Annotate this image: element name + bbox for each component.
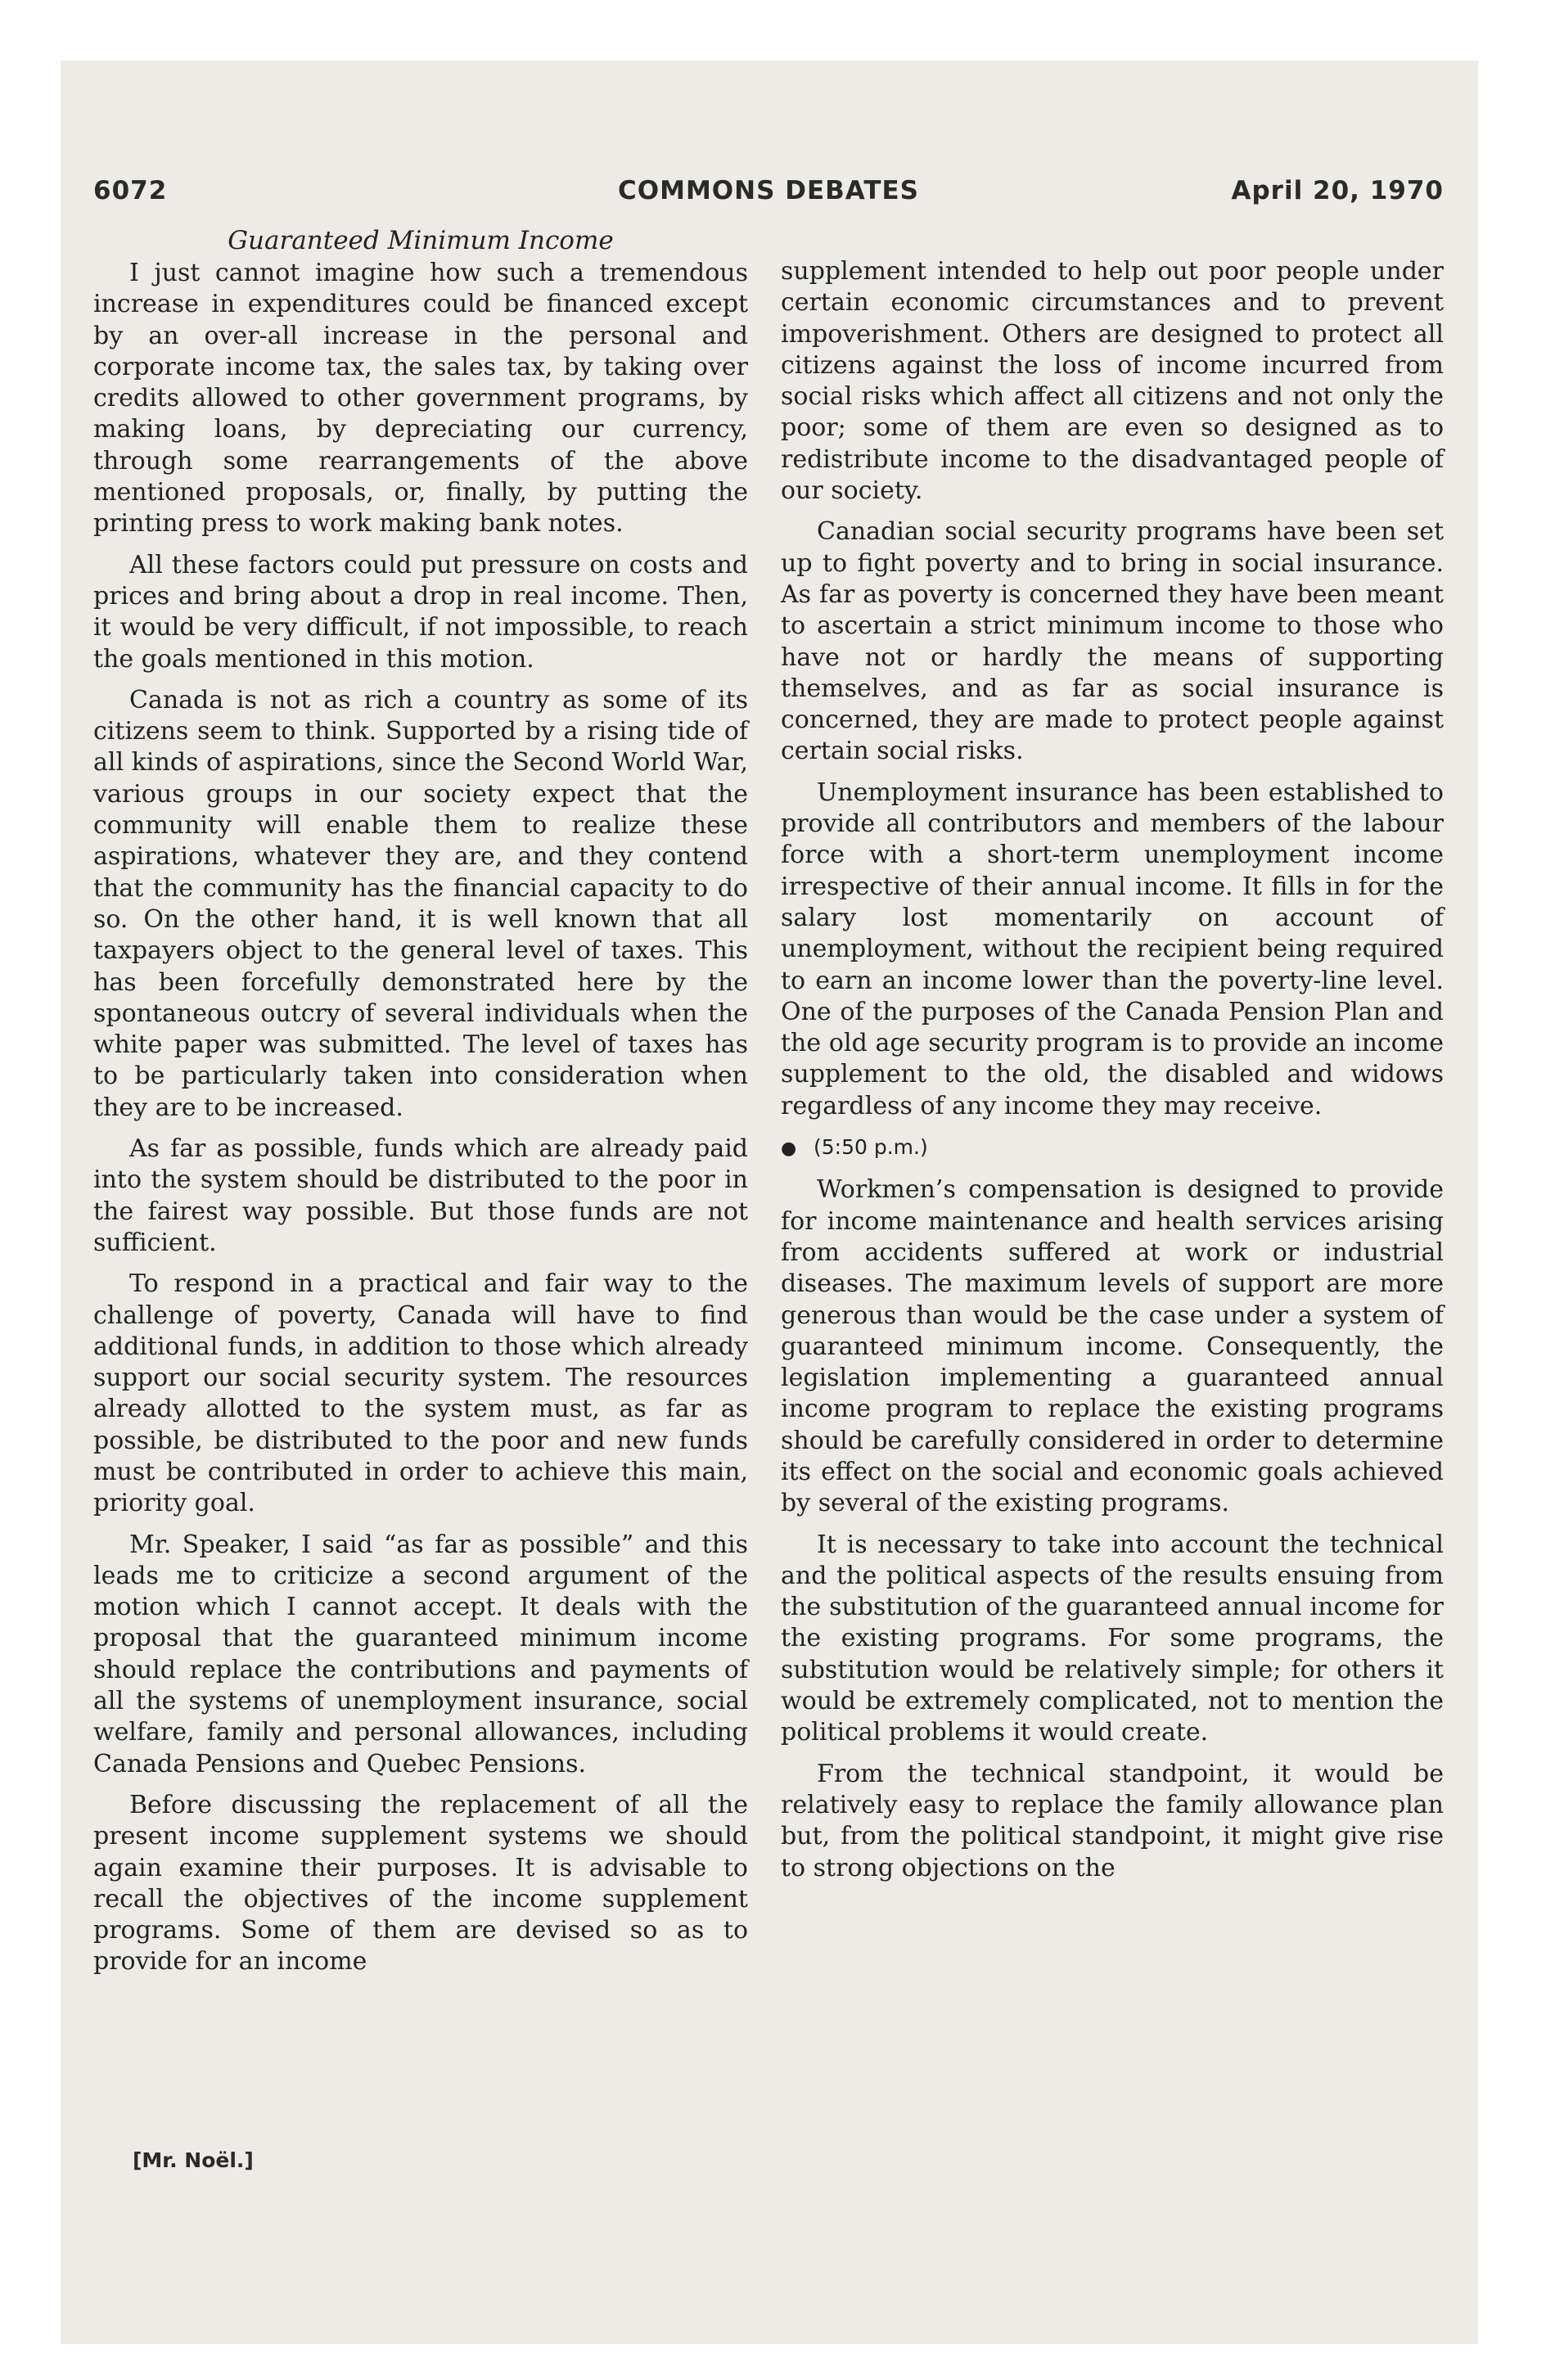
paragraph: It is necessary to take into account the technical and the political aspects of the results ensuing from the substitution of the guaranteed annual income for the existing programs. For some programs, the substitution would be relatively simple; for others it would be extremely complicated, not to mention the political problems it would create. (781, 1530, 1444, 1747)
paragraph: To respond in a practical and fair way to the challenge of poverty, Canada will have to find additional funds, in addition to those which already support our social security system. The resources already allotted to the system must, as far as possible, be distributed to the poor and new funds must be contributed in order to achieve this main, priority goal. (93, 1269, 748, 1518)
page-header (93, 176, 1444, 214)
paragraph: I just cannot imagine how such a tremendous increase in expenditures could be financed except by an over-all increase in the personal and corporate income tax, the sales tax, by taking over credits allowed to other government programs, by making loans, by depreciating our currency, through some rearrangements of the above mentioned proposals, or, finally, by putting the printing press to work making bank notes. (93, 259, 748, 539)
timestamp-text: (5:50 p.m.) (814, 1135, 928, 1160)
two-column-body (93, 225, 1444, 1988)
subject-heading: Guaranteed Minimum Income (228, 226, 614, 255)
paragraph: As far as possible, funds which are already paid into the system should be distributed to the poor in the fairest way possible. But those funds are not sufficient. (93, 1134, 748, 1257)
paragraph: Canada is not as rich a country as some of its citizens seem to think. Supported by a rising tide of all kinds of aspirations, since the Second World War, various groups in our society expect that the community will enable them to realize these aspirations, whatever they are, and they contend that the community has the financial capacity to do so. On the other hand, it is well known that all taxpayers object to the general level of taxes. This has been forcefully demonstrated here by the spontaneous outcry of several individuals when the white paper was submitted. The level of taxes has to be particularly taken into consideration when they are to be increased. (93, 685, 748, 1122)
paragraph: supplement intended to help out poor people under certain economic circumstances and to prevent impoverishment. Others are designed to protect all citizens against the loss of income incurred from social risks which affect all citizens and not only the poor; some of them are even so designed as to redistribute income to the disadvantaged people of our society. (781, 257, 1444, 506)
speaker-attribution: [Mr. Noël.] (133, 2148, 254, 2172)
page-number: 6072 (93, 176, 168, 205)
bullet-icon: ● (781, 1138, 797, 1160)
left-column (93, 225, 748, 1988)
paragraph: From the technical standpoint, it would be relatively easy to replace the family allowance plan but, from the political standpoint, it might give rise to strong objections on the (781, 1759, 1444, 1882)
document-page (93, 176, 1444, 2172)
paragraph: All these factors could put pressure on costs and prices and bring about a drop in real income. Then, it would be very difficult, if not impossible, to reach the goals mentioned in this motion. (93, 550, 748, 674)
paragraph: Canadian social security programs have been set up to fight poverty and to bring in social insurance. As far as poverty is concerned they have been meant to ascertain a strict minimum income to those who have not or hardly the means of supporting themselves, and as far as social insurance is concerned, they are made to protect people against certain social risks. (781, 517, 1444, 766)
paragraph: Mr. Speaker, I said “as far as possible” and this leads me to criticize a second argument of the motion which I cannot accept. It deals with the proposal that the guaranteed minimum income should replace the contributions and payments of all the systems of unemployment insurance, social welfare, family and personal allowances, including Canada Pensions and Quebec Pensions. (93, 1530, 748, 1778)
right-column (781, 225, 1444, 1988)
page-date: April 20, 1970 (1231, 176, 1444, 205)
timestamp (781, 1132, 1444, 1165)
paragraph: Workmen’s compensation is designed to provide for income maintenance and health services arising from accidents suffered at work or industrial diseases. The maximum levels of support are more generous than would be the case under a system of guaranteed minimum income. Consequently, the legislation implementing a guaranteed annual income program to replace the existing programs should be carefully considered in order to determine its effect on the social and economic goals achieved by several of the existing programs. (781, 1175, 1444, 1518)
paragraph: Before discussing the replacement of all the present income supplement systems we should again examine their purposes. It is advisable to recall the objectives of the income supplement programs. Some of them are devised so as to provide for an income (93, 1790, 748, 1977)
paragraph: Unemployment insurance has been established to provide all contributors and members of the labour force with a short-term unemployment income irrespective of their annual income. It fills in for the salary lost momentarily on account of unemployment, without the recipient being required to earn an income lower than the poverty-line level. One of the purposes of the Canada Pension Plan and the old age security program is to provide an income supplement to the old, the disabled and widows regardless of any income they may receive. (781, 778, 1444, 1120)
publication-title: COMMONS DEBATES (618, 176, 919, 205)
